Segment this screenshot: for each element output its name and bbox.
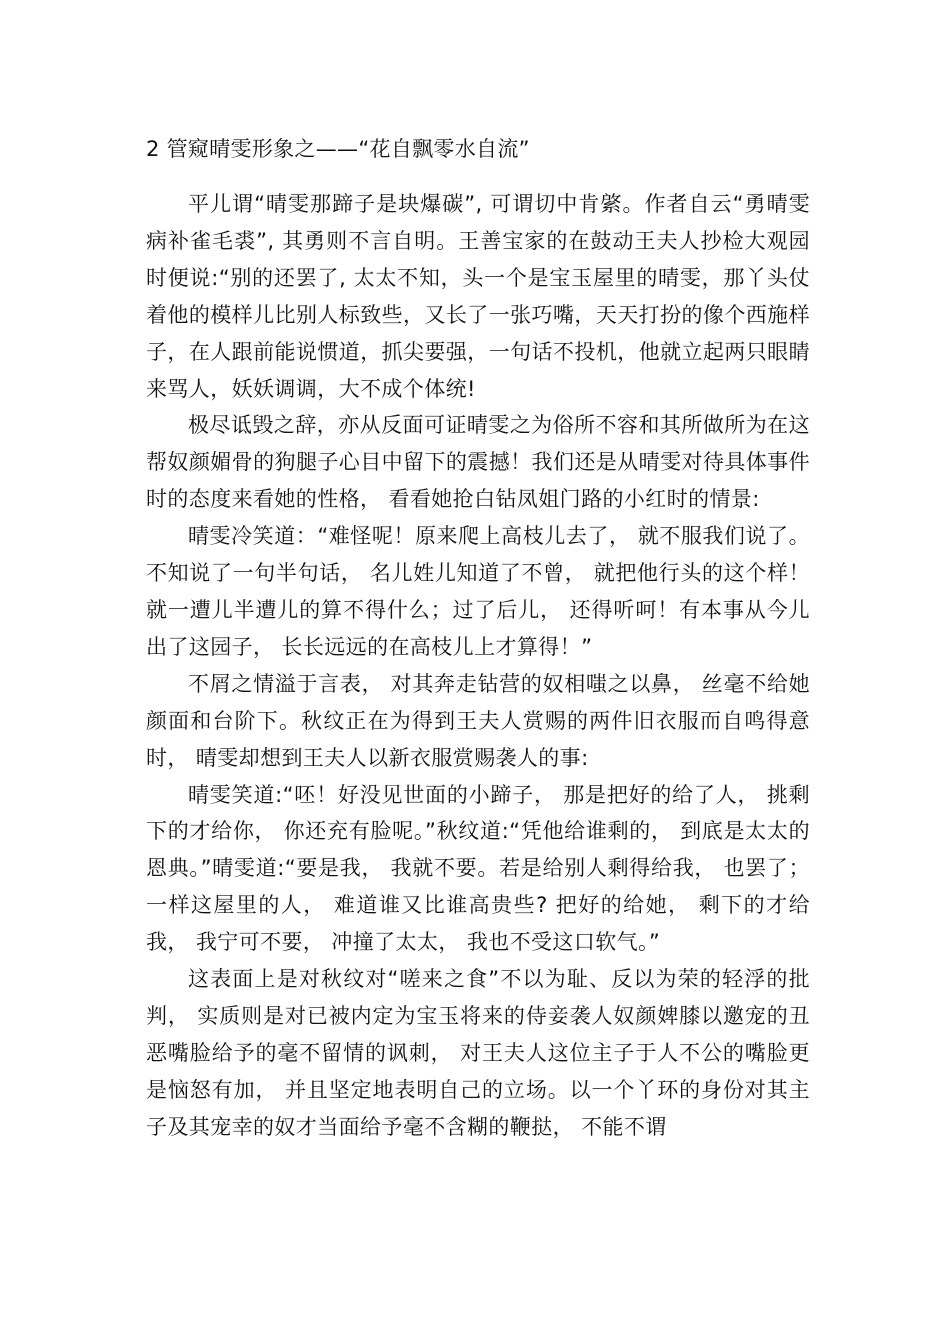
document-body (146, 134, 810, 1146)
section-title: 2 管窥晴雯形象之——“花自飘零水自流” (146, 137, 530, 161)
paragraph-2: 极尽诋毁之辞，亦从反面可证晴雯之为俗所不容和其所做所为在这帮奴颜媚骨的狗腿子心目中留下的震撼！我们还是从晴雯对待具体事件时的态度来看她的性格， 看看她抢白钻凤姐门路的小红时的情景: (146, 413, 810, 512)
paragraph-4: 不屑之情溢于言表， 对其奔走钻营的奴相嗤之以鼻， 丝毫不给她颜面和台阶下。秋纹正在为得到王夫人赏赐的两件旧衣服而自鸣得意时， 晴雯却想到王夫人以新衣服赏赐袭人的事: (146, 671, 810, 770)
paragraph-3: 晴雯冷笑道：“难怪呢！原来爬上高枝儿去了， 就不服我们说了。不知说了一句半句话， 名儿姓儿知道了不曾， 就把他行头的这个样！就一遭儿半遭儿的算不得什么；过了后儿， 还得听呵！有本事从今儿出了这园子， 长长远远的在高枝儿上才算得！” (146, 524, 810, 659)
paragraph-1: 平儿谓“晴雯那蹄子是块爆碳”, 可谓切中肯綮。作者自云“勇晴雯病补雀毛裘”, 其勇则不言自明。王善宝家的在鼓动王夫人抄检大观园时便说:“别的还罢了, 太太不知，头一个是宝玉屋里的晴雯，那丫头仗着他的模样儿比别人标致些，又长了一张巧嘴，天天打扮的像个西施样子，在人跟前能说惯道，抓尖要强，一句话不投机，他就立起两只眼睛来骂人，妖妖调调，大不成个体统! (146, 192, 810, 401)
paragraph-6: 这表面上是对秋纹对“嗟来之食”不以为耻、反以为荣的轻浮的批判， 实质则是对已被内定为宝玉将来的侍妾袭人奴颜婢膝以邀宠的丑恶嘴脸给予的毫不留情的讽刺， 对王夫人这位主子于人不公的嘴脸更是恼怒有加， 并且坚定地表明自己的立场。以一个丫环的身份对其主子及其宠幸的奴才当面给予毫不含糊的鞭挞， 不能不谓 (146, 967, 810, 1139)
paragraph-5: 晴雯笑道:“呸！好没见世面的小蹄子， 那是把好的给了人， 挑剩下的才给你， 你还充有脸呢。”秋纹道:“凭他给谁剩的， 到底是太太的恩典。”晴雯道:“要是我， 我就不要。若是给别人剩得给我， 也罢了；一样这屋里的人， 难道谁又比谁高贵些? 把好的给她， 剩下的才给我， 我宁可不要， 冲撞了太太， 我也不受这口软气。” (146, 782, 810, 955)
